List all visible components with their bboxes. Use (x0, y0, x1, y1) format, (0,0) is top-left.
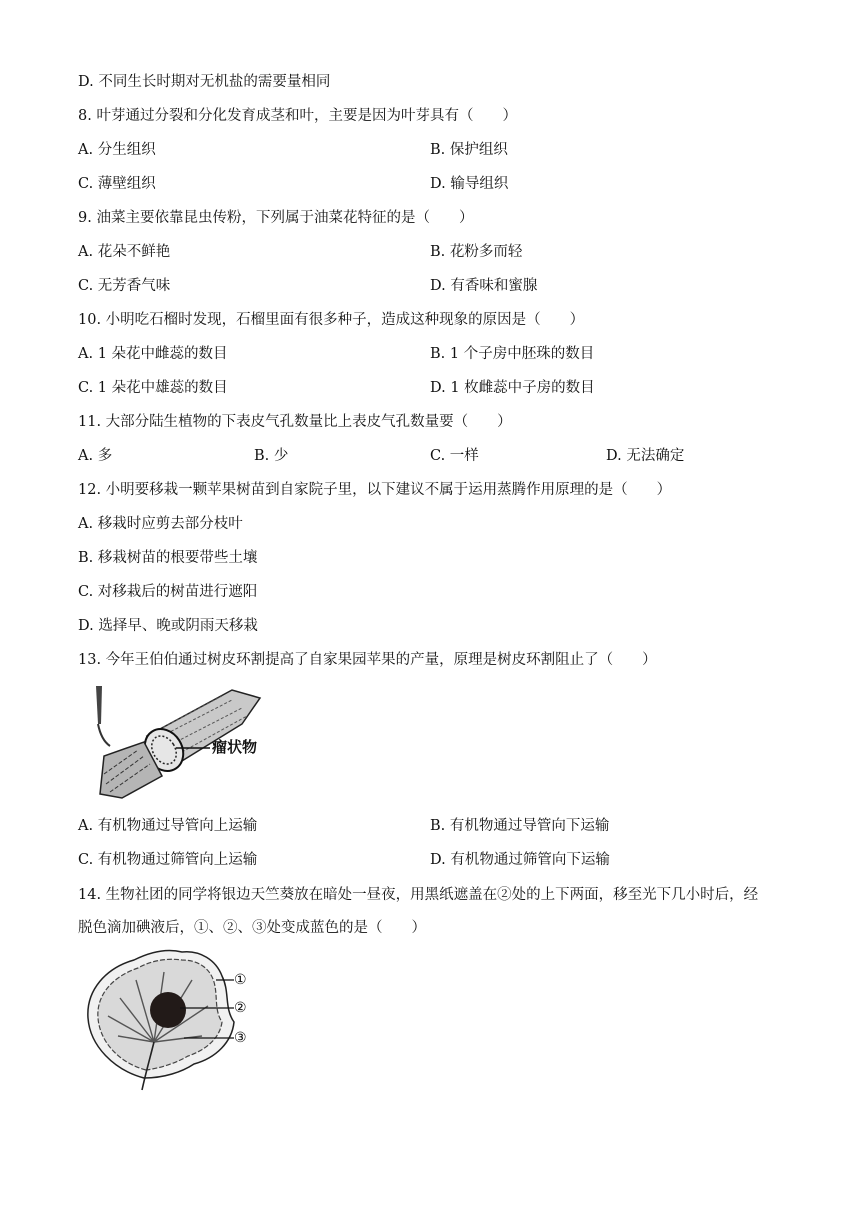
q14-stem-line2: 脱色滴加碘液后，①、②、③处变成蓝色的是（ ） (78, 920, 426, 936)
q11-option-c: C. 一样 (430, 448, 479, 464)
q8-option-c: C. 薄壁组织 (78, 176, 156, 192)
q7-option-d: D. 不同生长时期对无机盐的需要量相同 (78, 74, 331, 90)
girdled-branch-figure (92, 684, 282, 800)
q9-option-b: B. 花粉多而轻 (430, 244, 523, 260)
leaf-label-1: ① (234, 972, 247, 988)
q13-option-c: C. 有机物通过筛管向上运输 (78, 852, 258, 868)
q10-option-d: D. 1 枚雌蕊中子房的数目 (430, 380, 595, 396)
q8-option-d: D. 输导组织 (430, 176, 509, 192)
q12-stem: 12. 小明要移栽一颗苹果树苗到自家院子里，以下建议不属于运用蒸腾作用原理的是（ ） (78, 482, 672, 498)
q11-stem: 11. 大部分陆生植物的下表皮气孔数量比上表皮气孔数量要（ ） (78, 414, 512, 430)
q14-stem-line1: 14. 生物社团的同学将银边天竺葵放在暗处一昼夜，用黑纸遮盖在②处的上下两面，移至光下几小时后，经 (78, 887, 759, 903)
q12-option-d: D. 选择早、晚或阴雨天移栽 (78, 618, 258, 634)
q13-option-d: D. 有机物通过筛管向下运输 (430, 852, 610, 868)
q9-option-c: C. 无芳香气味 (78, 278, 171, 294)
q8-stem: 8. 叶芽通过分裂和分化发育成茎和叶，主要是因为叶芽具有（ ） (78, 108, 517, 124)
leaf-label-3: ③ (234, 1030, 247, 1046)
q9-option-a: A. 花朵不鲜艳 (78, 244, 171, 260)
q10-option-a: A. 1 朵花中雌蕊的数目 (78, 346, 228, 362)
q12-option-b: B. 移栽树苗的根要带些土壤 (78, 550, 258, 566)
q10-stem: 10. 小明吃石榴时发现，石榴里面有很多种子，造成这种现象的原因是（ ） (78, 312, 585, 328)
swelling-label: 瘤状物 (212, 738, 258, 756)
q11-option-d: D. 无法确定 (606, 448, 685, 464)
q10-option-c: C. 1 朵花中雄蕊的数目 (78, 380, 228, 396)
leaf-label-2: ② (234, 1000, 247, 1016)
variegated-leaf-figure (84, 946, 254, 1092)
q10-option-b: B. 1 个子房中胚珠的数目 (430, 346, 595, 362)
q13-option-a: A. 有机物通过导管向上运输 (78, 818, 258, 834)
q9-option-d: D. 有香味和蜜腺 (430, 278, 538, 294)
q12-option-c: C. 对移栽后的树苗进行遮阳 (78, 584, 258, 600)
q13-stem: 13. 今年王伯伯通过树皮环割提高了自家果园苹果的产量，原理是树皮环割阻止了（ ） (78, 652, 657, 668)
q11-option-b: B. 少 (254, 448, 289, 464)
q9-stem: 9. 油菜主要依靠昆虫传粉，下列属于油菜花特征的是（ ） (78, 210, 474, 226)
q11-option-a: A. 多 (78, 448, 113, 464)
q8-option-a: A. 分生组织 (78, 142, 156, 158)
q8-option-b: B. 保护组织 (430, 142, 508, 158)
q12-option-a: A. 移栽时应剪去部分枝叶 (78, 516, 243, 532)
q13-option-b: B. 有机物通过导管向下运输 (430, 818, 610, 834)
